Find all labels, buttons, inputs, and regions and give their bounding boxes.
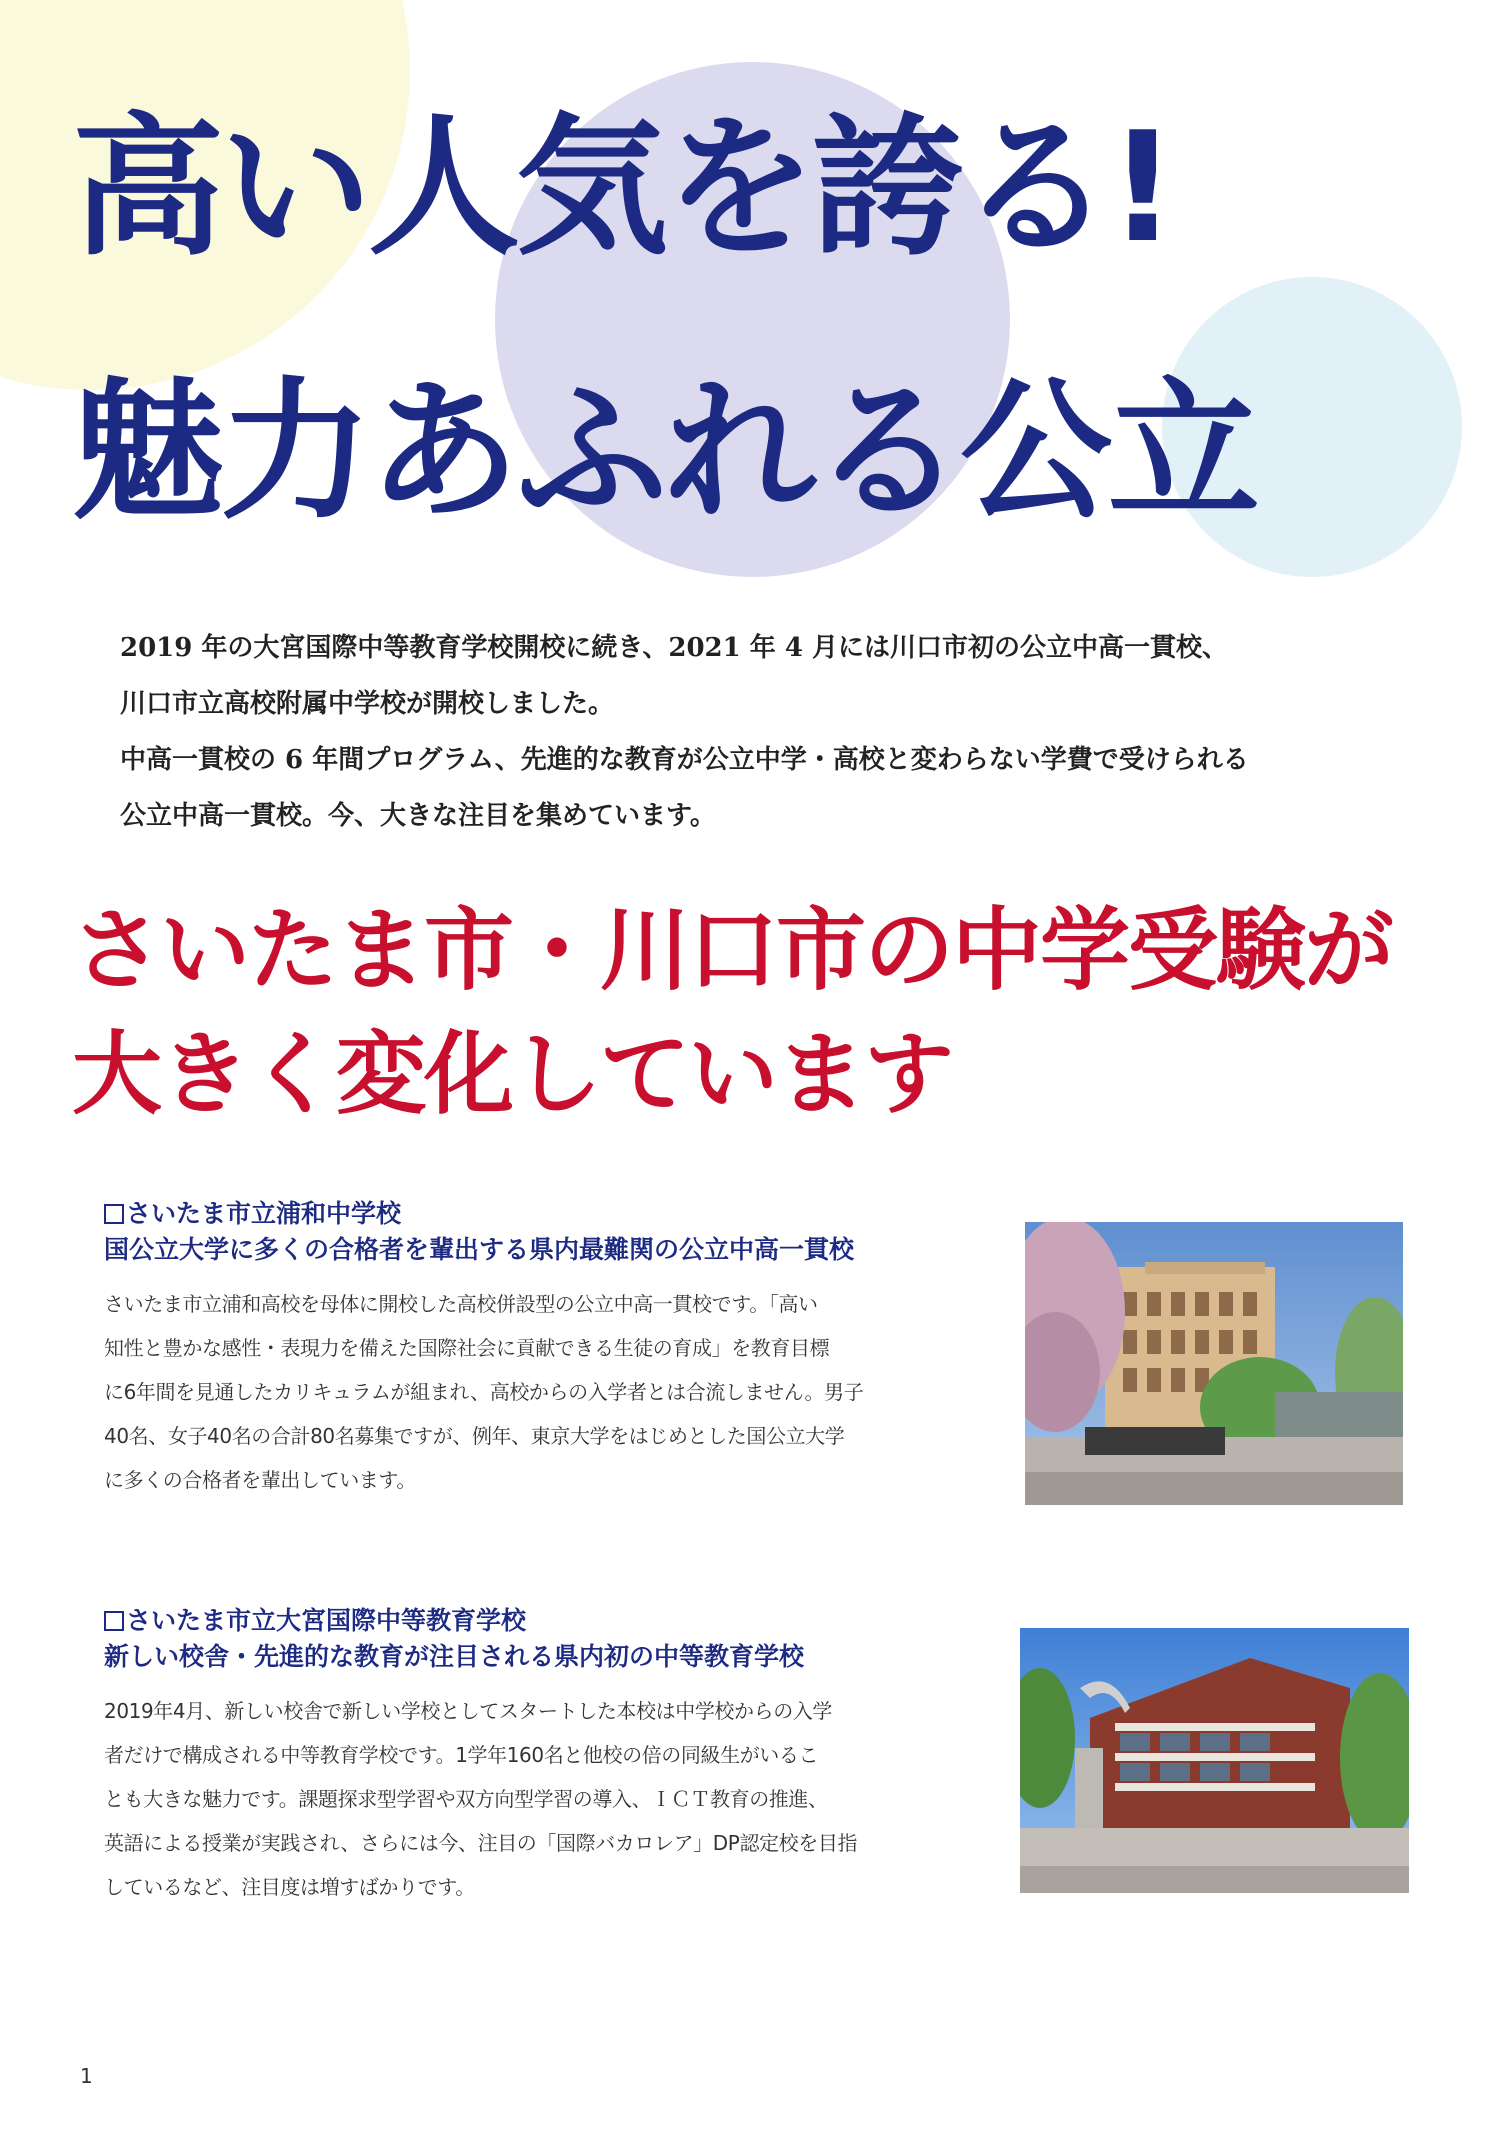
school-name-heading	[104, 1196, 1004, 1232]
section-headline-line-2: 大きく変化しています	[72, 1022, 952, 1127]
intro-paragraph	[120, 620, 1420, 844]
school-description	[104, 1689, 1004, 1909]
section-headline-line-1: さいたま市・川口市の中学受験が	[72, 898, 1392, 1003]
checkbox-icon	[104, 1204, 124, 1224]
description-line: 者だけで構成される中等教育学校です。1学年160名と他校の倍の同級生がいるこ	[104, 1743, 819, 1767]
description-line: しているなど、注目度は増すばかりです。	[104, 1875, 475, 1899]
description-line: 知性と豊かな感性・表現力を備えた国際社会に貢献できる生徒の育成」を教育目標	[104, 1336, 830, 1360]
school-name-heading	[104, 1603, 1004, 1639]
school-building-photo-urawa	[1025, 1222, 1403, 1505]
school-building-photo-omiya	[1020, 1628, 1409, 1893]
description-line: 2019年4月、新しい校舎で新しい学校としてスタートした本校は中学校からの入学	[104, 1699, 833, 1723]
school-description	[104, 1282, 1004, 1502]
intro-line: 公立中高一貫校。今、大きな注目を集めています。	[120, 801, 716, 831]
school-name: さいたま市立大宮国際中等教育学校	[126, 1606, 527, 1635]
description-line: に多くの合格者を輩出しています。	[104, 1468, 416, 1492]
description-line: さいたま市立浦和高校を母体に開校した高校併設型の公立中高一貫校です。「高い	[104, 1292, 818, 1316]
school-tagline: 国公立大学に多くの合格者を輩出する県内最難関の公立中高一貫校	[104, 1235, 855, 1264]
school-name: さいたま市立浦和中学校	[126, 1199, 402, 1228]
checkbox-icon	[104, 1611, 124, 1631]
school-section-omiya	[104, 1603, 1004, 1909]
description-line: に6年間を見通したカリキュラムが組まれ、高校からの入学者とは合流しません。男子	[104, 1380, 864, 1404]
intro-line: 中高一貫校の 6 年間プログラム、先進的な教育が公立中学・高校と変わらない学費で受けられる	[120, 745, 1249, 775]
description-line: 英語による授業が実践され、さらには今、注目の「国際バカロレア」DP認定校を目指	[104, 1831, 858, 1855]
description-line: とも大きな魅力です。課題探求型学習や双方向型学習の導入、ＩＣＴ教育の推進、	[104, 1787, 828, 1811]
photo-illustration	[1025, 1222, 1403, 1505]
photo-illustration	[1020, 1628, 1409, 1893]
intro-line: 2019 年の大宮国際中等教育学校開校に続き、2021 年 4 月には川口市初の公立中高一貫校、	[120, 633, 1228, 663]
page-number: 1	[80, 2064, 93, 2088]
school-section-urawa	[104, 1196, 1004, 1502]
school-tagline: 新しい校舎・先進的な教育が注目される県内初の中等教育学校	[104, 1642, 805, 1671]
hero-title-line-2: 魅力あふれる公立	[72, 363, 1256, 540]
hero-title-line-1: 高い人気を誇る!	[72, 99, 1174, 276]
intro-line: 川口市立高校附属中学校が開校しました。	[120, 689, 615, 719]
description-line: 40名、女子40名の合計80名募集ですが、例年、東京大学をはじめとした国公立大学	[104, 1424, 845, 1448]
